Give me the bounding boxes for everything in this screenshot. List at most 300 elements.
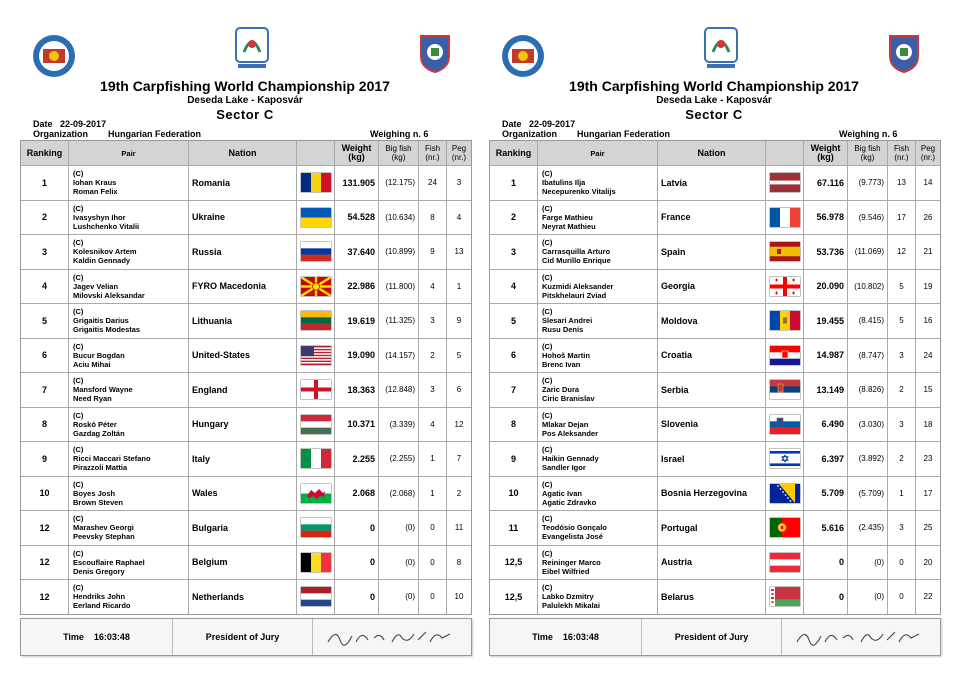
header-flag — [766, 141, 804, 165]
flag-cell — [766, 546, 804, 580]
organization-line — [502, 129, 670, 139]
table-row — [21, 339, 471, 374]
table-row — [490, 304, 940, 339]
peg-cell: 14 — [923, 178, 933, 188]
angler-2: Evangelista José — [542, 532, 603, 542]
footer-time — [490, 619, 642, 655]
flag-cell — [297, 339, 335, 373]
flag-cell — [766, 477, 804, 511]
captain-mark: (C) — [73, 272, 84, 282]
championship-logo — [699, 26, 743, 70]
table-row — [21, 477, 471, 512]
captain-mark: (C) — [542, 514, 553, 524]
angler-1: Boyes Josh — [73, 488, 116, 498]
nation-cell: Netherlands — [189, 580, 297, 614]
romania-flag-icon — [301, 173, 331, 192]
fish-count-cell: 4 — [419, 408, 447, 442]
angler-2: Palulekh Mikalai — [542, 601, 600, 611]
table-row — [21, 511, 471, 546]
rank-cell: 8 — [21, 408, 69, 442]
flag-cell — [297, 304, 335, 338]
table-row — [21, 442, 471, 477]
fish-count-cell: 2 — [888, 373, 916, 407]
table-row — [21, 546, 471, 581]
rank-cell: 11 — [490, 511, 538, 545]
header-peg-label: Peg — [920, 144, 936, 153]
peg-cell: 18 — [923, 419, 933, 429]
signature-image — [322, 624, 462, 650]
angler-1: Kuzmidi Aleksander — [542, 281, 614, 291]
captain-mark: (C) — [73, 410, 84, 420]
flag-cell — [297, 201, 335, 235]
weight-cell: 6.397 — [804, 442, 848, 476]
captain-mark: (C) — [73, 479, 84, 489]
angler-2: Grigaitis Modestas — [73, 325, 141, 335]
rank-cell: 6 — [490, 339, 538, 373]
captain-mark: (C) — [542, 341, 553, 351]
header-weight-label: Weight — [341, 143, 372, 153]
hungary-flag-icon — [301, 415, 331, 434]
results-sheet-right — [479, 0, 949, 677]
captain-mark: (C) — [73, 376, 84, 386]
angler-2: Lushchenko Vitalii — [73, 221, 140, 231]
bigfish-cell: (8.415) — [848, 304, 888, 338]
header-peg — [447, 141, 471, 165]
bigfish-cell: (2.435) — [848, 511, 888, 545]
flag-cell — [297, 580, 335, 614]
fish-count-cell: 3 — [419, 304, 447, 338]
belarus-flag-icon — [770, 587, 800, 606]
fish-count-cell: 0 — [419, 511, 447, 545]
peg-cell: 19 — [923, 281, 933, 291]
table-row — [490, 235, 940, 270]
weight-cell: 56.978 — [804, 201, 848, 235]
latvia-flag-icon — [770, 173, 800, 192]
nation-cell: Spain — [658, 235, 766, 269]
captain-mark: (C) — [542, 376, 553, 386]
nation-cell: Italy — [189, 442, 297, 476]
weight-cell: 19.455 — [804, 304, 848, 338]
angler-2: Pirazzoli Mattia — [73, 463, 128, 473]
bigfish-cell: (10.802) — [848, 270, 888, 304]
peg-cell: 22 — [923, 592, 933, 602]
header-bigfish — [379, 141, 419, 165]
table-row — [490, 477, 940, 512]
bigfish-cell: (12.848) — [379, 373, 419, 407]
weighing-number: Weighing n. 6 — [370, 129, 429, 139]
peg-cell: 10 — [454, 592, 464, 602]
bigfish-cell: (0) — [848, 580, 888, 614]
captain-mark: (C) — [542, 479, 553, 489]
table-row — [21, 580, 471, 614]
rank-cell: 10 — [21, 477, 69, 511]
header-peg-unit: (nr.) — [451, 153, 467, 162]
table-row — [490, 166, 940, 201]
fish-count-cell: 5 — [888, 304, 916, 338]
lithuania-flag-icon — [301, 311, 331, 330]
mohosz-logo — [882, 30, 926, 74]
bigfish-cell: (8.826) — [848, 373, 888, 407]
angler-1: Reininger Marco — [542, 557, 601, 567]
captain-mark: (C) — [542, 410, 553, 420]
angler-1: Zaric Dura — [542, 385, 580, 395]
fish-count-cell: 17 — [888, 201, 916, 235]
bigfish-cell: (0) — [379, 580, 419, 614]
sector-title: Sector C — [685, 107, 743, 122]
angler-2: Gazdag Zoltán — [73, 428, 125, 438]
captain-mark: (C) — [73, 341, 84, 351]
angler-1: Agatic Ivan — [542, 488, 583, 498]
belgium-flag-icon — [301, 553, 331, 572]
date-line — [33, 119, 106, 129]
angler-2: Eibel Wilfried — [542, 566, 590, 576]
pair-cell — [69, 373, 189, 407]
weight-cell: 2.255 — [335, 442, 379, 476]
pair-cell — [538, 373, 658, 407]
nation-cell: Russia — [189, 235, 297, 269]
france-flag-icon — [770, 208, 800, 227]
bigfish-cell: (0) — [379, 546, 419, 580]
captain-mark: (C) — [73, 583, 84, 593]
fish-count-cell: 0 — [419, 546, 447, 580]
table-row — [21, 304, 471, 339]
fish-count-cell: 1 — [419, 477, 447, 511]
angler-1: Grigaitis Darius — [73, 316, 129, 326]
pair-cell — [69, 408, 189, 442]
angler-1: Escouflaire Raphael — [73, 557, 145, 567]
peg-cell: 21 — [923, 247, 933, 257]
header-weight — [335, 141, 379, 165]
flag-cell — [766, 373, 804, 407]
weight-cell: 0 — [335, 580, 379, 614]
bigfish-cell: (2.068) — [379, 477, 419, 511]
championship-title: 19th Carpfishing World Championship 2017 — [100, 78, 390, 94]
flag-cell — [766, 270, 804, 304]
results-table — [489, 140, 941, 615]
rank-cell: 2 — [490, 201, 538, 235]
bigfish-cell: (3.339) — [379, 408, 419, 442]
portugal-flag-icon — [770, 518, 800, 537]
angler-2: Rusu Denis — [542, 325, 584, 335]
table-row — [21, 201, 471, 236]
pair-cell — [538, 304, 658, 338]
table-row — [490, 546, 940, 581]
fish-count-cell: 1 — [888, 477, 916, 511]
weight-cell: 14.987 — [804, 339, 848, 373]
table-row — [490, 511, 940, 546]
angler-1: Iohan Kraus — [73, 178, 117, 188]
championship-logo — [230, 26, 274, 70]
bigfish-cell: (9.546) — [848, 201, 888, 235]
rank-cell: 12,5 — [490, 546, 538, 580]
time-value: 16:03:48 — [562, 632, 599, 642]
pair-cell — [69, 511, 189, 545]
table-row — [490, 580, 940, 614]
header-ranking: Ranking — [21, 141, 69, 165]
pair-cell — [538, 477, 658, 511]
pair-cell — [538, 339, 658, 373]
bigfish-cell: (11.800) — [379, 270, 419, 304]
peg-cell: 7 — [456, 454, 462, 464]
signature-image — [791, 624, 931, 650]
date-value: 22-09-2017 — [60, 119, 107, 129]
fish-count-cell: 3 — [888, 511, 916, 545]
rank-cell: 5 — [21, 304, 69, 338]
weight-cell: 5.616 — [804, 511, 848, 545]
header-weight-unit: (kg) — [817, 152, 834, 162]
date-line — [502, 119, 575, 129]
captain-mark: (C) — [542, 203, 553, 213]
rank-cell: 12 — [21, 511, 69, 545]
header-bigfish-label: Big fish — [854, 144, 881, 153]
flag-cell — [297, 408, 335, 442]
weight-cell: 22.986 — [335, 270, 379, 304]
captain-mark: (C) — [542, 272, 553, 282]
angler-2: Milovski Aleksandar — [73, 290, 145, 300]
president-of-jury-label: President of Jury — [173, 619, 313, 655]
angler-1: Haikin Gennady — [542, 454, 599, 464]
mohosz-logo — [413, 30, 457, 74]
signature-area — [313, 619, 471, 655]
flag-cell — [297, 373, 335, 407]
bigfish-cell: (8.747) — [848, 339, 888, 373]
peg-cell: 20 — [923, 557, 933, 567]
nation-cell: Israel — [658, 442, 766, 476]
pair-cell — [69, 339, 189, 373]
nation-cell: Serbia — [658, 373, 766, 407]
results-sheet-left — [10, 0, 480, 677]
angler-2: Agatic Zdravko — [542, 497, 597, 507]
pair-cell — [538, 201, 658, 235]
flag-cell — [766, 580, 804, 614]
rank-cell: 2 — [21, 201, 69, 235]
rank-cell: 3 — [490, 235, 538, 269]
peg-cell: 11 — [454, 523, 464, 533]
pair-cell — [538, 408, 658, 442]
bigfish-cell: (3.892) — [848, 442, 888, 476]
weight-cell: 5.709 — [804, 477, 848, 511]
flag-cell — [766, 442, 804, 476]
table-body — [490, 166, 940, 614]
rank-cell: 4 — [21, 270, 69, 304]
croatia-flag-icon — [770, 346, 800, 365]
pair-cell — [69, 304, 189, 338]
pair-cell — [538, 442, 658, 476]
nation-cell: England — [189, 373, 297, 407]
nation-cell: Moldova — [658, 304, 766, 338]
angler-1: Marashev Georgi — [73, 523, 134, 533]
header-nation: Nation — [189, 141, 297, 165]
angler-2: Eerland Ricardo — [73, 601, 131, 611]
header-fish — [888, 141, 916, 165]
weight-cell: 67.116 — [804, 166, 848, 200]
usa-flag-icon — [301, 346, 331, 365]
table-row — [490, 442, 940, 477]
angler-2: Pitskhelauri Zviad — [542, 290, 607, 300]
weight-cell: 0 — [335, 546, 379, 580]
captain-mark: (C) — [73, 514, 84, 524]
moldova-flag-icon — [770, 311, 800, 330]
captain-mark: (C) — [73, 238, 84, 248]
peg-cell: 26 — [923, 212, 933, 222]
captain-mark: (C) — [542, 548, 553, 558]
flag-cell — [766, 511, 804, 545]
table-header — [490, 141, 940, 166]
nation-cell: France — [658, 201, 766, 235]
peg-cell: 3 — [456, 178, 462, 188]
peg-cell: 17 — [923, 488, 933, 498]
rank-cell: 5 — [490, 304, 538, 338]
flag-cell — [297, 442, 335, 476]
header-bigfish-unit: (kg) — [860, 153, 875, 162]
nation-cell: Austria — [658, 546, 766, 580]
header-bigfish — [848, 141, 888, 165]
bigfish-cell: (10.634) — [379, 201, 419, 235]
header-peg-unit: (nr.) — [920, 153, 936, 162]
bigfish-cell: (12.175) — [379, 166, 419, 200]
angler-2: Peevsky Stephan — [73, 532, 135, 542]
fish-count-cell: 3 — [888, 408, 916, 442]
nation-cell: Bulgaria — [189, 511, 297, 545]
spain-flag-icon — [770, 242, 800, 261]
angler-1: Jagev Velian — [73, 281, 119, 291]
captain-mark: (C) — [542, 445, 553, 455]
angler-2: Ciric Branislav — [542, 394, 595, 404]
fish-count-cell: 12 — [888, 235, 916, 269]
pair-cell — [69, 166, 189, 200]
angler-2: Denis Gregory — [73, 566, 125, 576]
federation-logo — [32, 34, 76, 78]
footer-bar — [489, 618, 941, 656]
angler-1: Bucur Bogdan — [73, 350, 125, 360]
pair-cell — [69, 442, 189, 476]
fish-count-cell: 3 — [888, 339, 916, 373]
peg-cell: 5 — [456, 350, 462, 360]
peg-cell: 13 — [454, 247, 464, 257]
angler-1: Slesari Andrei — [542, 316, 593, 326]
weight-cell: 19.090 — [335, 339, 379, 373]
italy-flag-icon — [301, 449, 331, 468]
nation-cell: United-States — [189, 339, 297, 373]
peg-cell: 8 — [456, 557, 462, 567]
fish-count-cell: 5 — [888, 270, 916, 304]
weight-cell: 2.068 — [335, 477, 379, 511]
captain-mark: (C) — [542, 583, 553, 593]
nation-cell: Hungary — [189, 408, 297, 442]
fish-count-cell: 1 — [419, 442, 447, 476]
angler-2: Need Ryan — [73, 394, 112, 404]
pair-cell — [69, 580, 189, 614]
weight-cell: 54.528 — [335, 201, 379, 235]
fish-count-cell: 4 — [419, 270, 447, 304]
date-label: Date — [502, 119, 522, 129]
weight-cell: 0 — [335, 511, 379, 545]
venue-subtitle: Deseda Lake - Kaposvár — [187, 95, 303, 106]
bigfish-cell: (3.030) — [848, 408, 888, 442]
angler-2: Necepurenko Vitalijs — [542, 187, 616, 197]
fish-count-cell: 0 — [888, 546, 916, 580]
angler-1: Ibatulins Ilja — [542, 178, 586, 188]
angler-1: Kolesnikov Artem — [73, 247, 137, 257]
fish-count-cell: 2 — [888, 442, 916, 476]
header-weight — [804, 141, 848, 165]
rank-cell: 9 — [21, 442, 69, 476]
table-row — [21, 166, 471, 201]
weight-cell: 53.736 — [804, 235, 848, 269]
weight-cell: 19.619 — [335, 304, 379, 338]
flag-cell — [297, 235, 335, 269]
angler-2: Brenc Ivan — [542, 359, 581, 369]
header-weight-unit: (kg) — [348, 152, 365, 162]
nation-cell: Belgium — [189, 546, 297, 580]
rank-cell: 1 — [21, 166, 69, 200]
time-label: Time — [532, 632, 553, 642]
pair-cell — [69, 235, 189, 269]
fish-count-cell: 9 — [419, 235, 447, 269]
header-bigfish-label: Big fish — [385, 144, 412, 153]
pair-cell — [69, 201, 189, 235]
pair-cell — [69, 477, 189, 511]
peg-cell: 15 — [923, 385, 933, 395]
header-fish-label: Fish — [893, 144, 910, 153]
pair-cell — [538, 166, 658, 200]
flag-cell — [766, 408, 804, 442]
bigfish-cell: (5.709) — [848, 477, 888, 511]
weight-cell: 13.149 — [804, 373, 848, 407]
flag-cell — [297, 270, 335, 304]
weight-cell: 20.090 — [804, 270, 848, 304]
organization-label: Organization — [33, 129, 89, 139]
rank-cell: 9 — [490, 442, 538, 476]
header-pair: Pair — [538, 141, 658, 165]
angler-1: Roskó Péter — [73, 419, 117, 429]
peg-cell: 24 — [923, 350, 933, 360]
captain-mark: (C) — [73, 169, 84, 179]
flag-cell — [766, 166, 804, 200]
bigfish-cell: (14.157) — [379, 339, 419, 373]
peg-cell: 25 — [923, 523, 933, 533]
rank-cell: 10 — [490, 477, 538, 511]
peg-cell: 23 — [923, 454, 933, 464]
captain-mark: (C) — [73, 203, 84, 213]
venue-subtitle: Deseda Lake - Kaposvár — [656, 95, 772, 106]
header-fish-unit: (nr.) — [425, 153, 440, 162]
weight-cell: 6.490 — [804, 408, 848, 442]
pair-cell — [69, 270, 189, 304]
russia-flag-icon — [301, 242, 331, 261]
pair-cell — [538, 270, 658, 304]
table-row — [490, 339, 940, 374]
israel-flag-icon — [770, 449, 800, 468]
angler-2: Roman Felix — [73, 187, 118, 197]
flag-cell — [766, 235, 804, 269]
table-row — [21, 408, 471, 443]
georgia-flag-icon — [770, 277, 800, 296]
nation-cell: Slovenia — [658, 408, 766, 442]
rank-cell: 7 — [490, 373, 538, 407]
rank-cell: 4 — [490, 270, 538, 304]
angler-1: Ivasyshyn Ihor — [73, 212, 126, 222]
bigfish-cell: (11.069) — [848, 235, 888, 269]
angler-1: Mlakar Dejan — [542, 419, 589, 429]
header-peg — [916, 141, 940, 165]
table-body — [21, 166, 471, 614]
peg-cell: 9 — [456, 316, 462, 326]
nation-cell: Portugal — [658, 511, 766, 545]
table-row — [490, 373, 940, 408]
federation-logo — [501, 34, 545, 78]
england-flag-icon — [301, 380, 331, 399]
